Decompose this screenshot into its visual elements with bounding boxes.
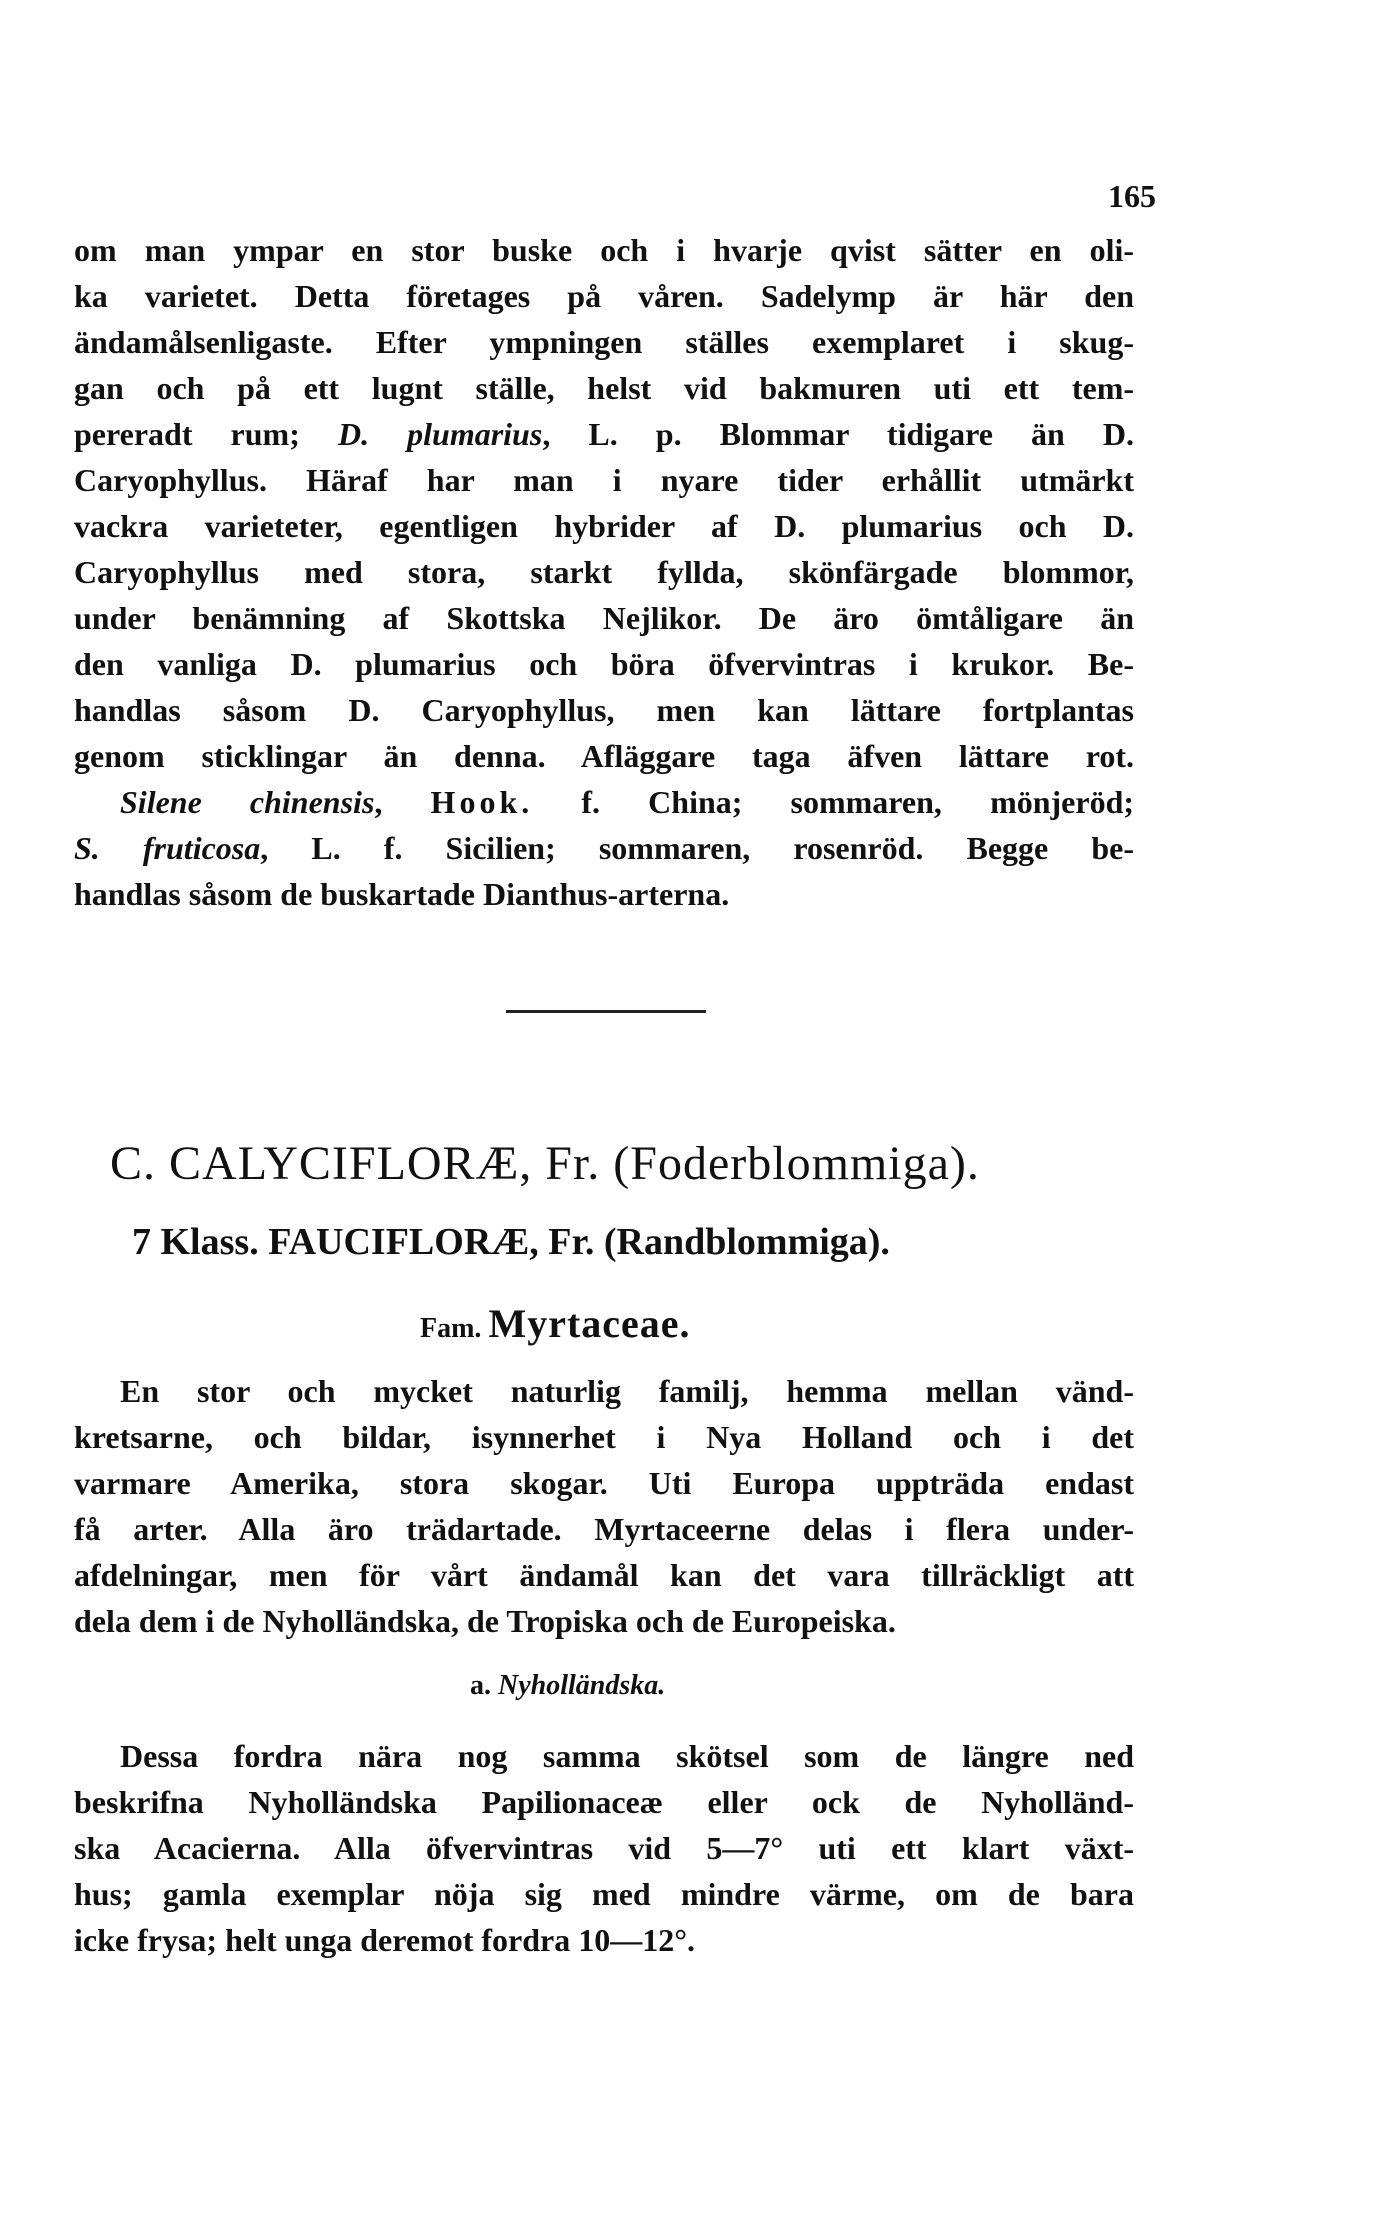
species-name: S. fruticosa	[74, 830, 261, 866]
subsection-letter: a.	[470, 1670, 491, 1701]
body-paragraph-nyhollandska	[74, 1733, 1134, 1963]
text-line: Silene chinensis, Hook. f. China; sommaren, mönjeröd;	[120, 784, 1135, 820]
text-line: handlas såsom de buskartade Dianthus-arterna.	[74, 876, 730, 912]
text-line	[74, 411, 1134, 457]
text-line: under benämning af Skottska Nejlikor. De äro ömtåligare än	[74, 600, 1134, 636]
text-line: dela dem i de Nyholländska, de Tropiska och de Europeiska.	[74, 1603, 896, 1639]
body-paragraph-dianthus	[74, 227, 1134, 917]
text-line: hus; gamla exemplar nöja sig med mindre värme, om de bara	[74, 1876, 1134, 1912]
text-line: den vanliga D. plumarius och böra öfvervintras i krukor. Be-	[74, 646, 1134, 682]
text-fragment: pereradt rum;	[74, 416, 300, 452]
text-line: ska Acacierna. Alla öfvervintras vid 5—7° uti ett klart växt-	[74, 1830, 1134, 1866]
text-line: ka varietet. Detta företages på våren. Sadelymp är här den	[74, 278, 1134, 314]
text-line: icke frysa; helt unga deremot fordra 10—12°.	[74, 1922, 695, 1958]
text-fragment: , L. p. Blommar tidigare än D.	[542, 416, 1135, 452]
text-line: ändamålsenligaste. Efter ympningen ställes exemplaret i skug-	[74, 324, 1134, 360]
text-line: varmare Amerika, stora skogar. Uti Europa uppträda endast	[74, 1465, 1134, 1501]
text-line: få arter. Alla äro trädartade. Myrtaceerne delas i flera under-	[74, 1511, 1134, 1547]
species-name: D. plumarius	[337, 416, 543, 452]
text-line: handlas såsom D. Caryophyllus, men kan lättare fortplantas	[74, 692, 1134, 728]
text-line: kretsarne, och bildar, isynnerhet i Nya Holland och i det	[74, 1419, 1134, 1455]
text-line: genom sticklingar än denna. Afläggare taga äfven lättare rot.	[74, 738, 1134, 774]
species-name: Silene chinensis	[120, 784, 375, 820]
text-line: Dessa fordra nära nog samma skötsel som de längre ned	[120, 1738, 1134, 1774]
family-name: Myrtaceae.	[488, 1301, 691, 1346]
text-fragment: , L. f. Sicilien; sommaren, rosenröd. Begge be-	[260, 830, 1135, 866]
section-divider	[506, 1010, 706, 1013]
author-abbrev: Hook.	[430, 784, 534, 820]
body-paragraph-family	[74, 1368, 1134, 1644]
text-line: beskrifna Nyholländska Papilionaceæ eller ock de Nyholländ-	[74, 1784, 1134, 1820]
subsection-title: Nyholländska.	[498, 1670, 666, 1701]
text-line: Caryophyllus. Häraf har man i nyare tider erhållit utmärkt	[74, 462, 1134, 498]
class-heading: 7 Klass. FAUCIFLORÆ, Fr. (Randblommiga).	[132, 1221, 890, 1263]
text-line: vackra varieteter, egentligen hybrider af D. plumarius och D.	[74, 508, 1134, 544]
text-line: afdelningar, men för vårt ändamål kan det vara tillräckligt att	[74, 1557, 1134, 1593]
text-line: En stor och mycket naturlig familj, hemma mellan vänd-	[120, 1373, 1134, 1409]
subsection-heading	[470, 1670, 870, 1702]
family-prefix: Fam.	[420, 1313, 482, 1344]
family-heading	[420, 1300, 1020, 1347]
page-number: 165	[1108, 178, 1156, 214]
text-line: gan och på ett lugnt ställe, helst vid bakmuren uti ett tem-	[74, 370, 1134, 406]
text-fragment: f. China; sommaren, mönjeröd;	[581, 784, 1135, 820]
section-heading: C. CALYCIFLORÆ, Fr. (Foderblommiga).	[110, 1137, 980, 1190]
text-line: om man ympar en stor buske och i hvarje qvist sätter en oli-	[74, 232, 1134, 268]
text-line	[74, 825, 1134, 871]
text-line: Caryophyllus med stora, starkt fyllda, skönfärgade blommor,	[74, 554, 1134, 590]
